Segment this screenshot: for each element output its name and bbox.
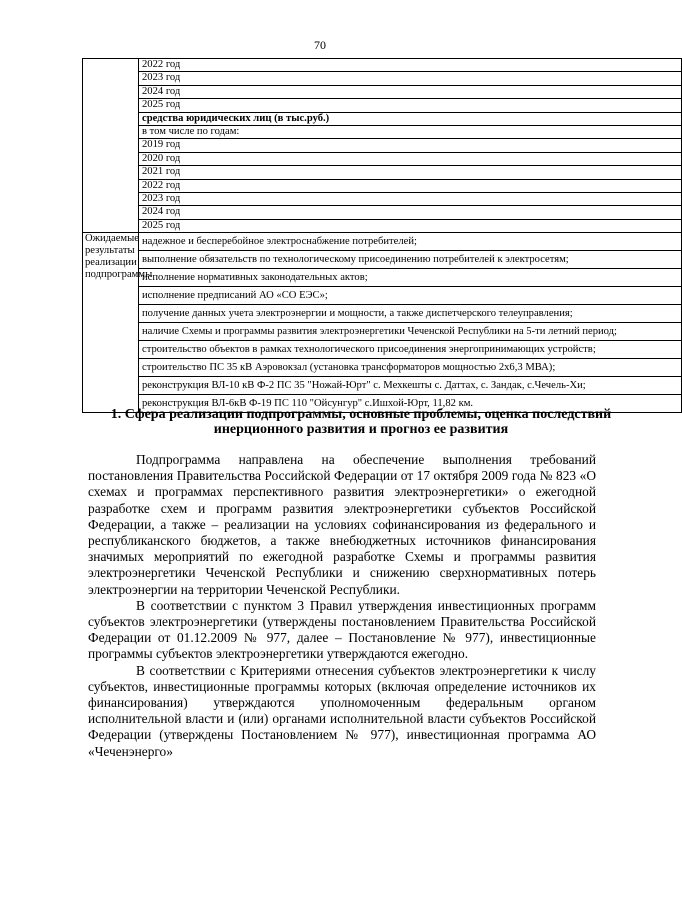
expected-result-item: надежное и бесперебойное электроснабжение потребителей; xyxy=(139,233,682,251)
expected-result-item: реконструкция ВЛ-6кВ Ф-19 ПС 110 "Ойсунгур" с.Ишхой-Юрт, 11,82 км. xyxy=(139,395,682,413)
expected-result-item: реконструкция ВЛ-10 кВ Ф-2 ПС 35 "Ножай-Юрт" с. Мехкешты с. Даттах, с. Зандак, с.Чечель-Хи; xyxy=(139,377,682,395)
table-left-cell-empty xyxy=(83,59,139,233)
year-cell: 2024 год xyxy=(139,206,682,219)
paragraph: В соответствии с пунктом 3 Правил утверждения инвестиционных программ субъектов электроэнергетики (утверждены постановлением Правительства Российской Федерации от 01.12.2009 № 977, далее – Постановление № 977), инвестиционные программы субъектов электроэнергетики утверждаются ежегодно. xyxy=(88,597,596,662)
section-title: 1. Сфера реализации подпрограммы, основные проблемы, оценка последствий инерционного развития и прогноз ее развития xyxy=(110,407,612,437)
year-cell: 2023 год xyxy=(139,72,682,85)
body-text xyxy=(88,452,596,760)
year-cell: 2025 год xyxy=(139,219,682,232)
expected-result-item: исполнение нормативных законодательных актов; xyxy=(139,269,682,287)
year-cell: 2020 год xyxy=(139,152,682,165)
year-cell: 2022 год xyxy=(139,179,682,192)
expected-result-item: строительство объектов в рамках технологического присоединения энергопринимающих устройств; xyxy=(139,341,682,359)
year-cell: 2024 год xyxy=(139,85,682,98)
year-cell: 2019 год xyxy=(139,139,682,152)
paragraph: В соответствии с Критериями отнесения субъектов электроэнергетики к числу субъектов, инвестиционные программы которых (включая определение источников их финансирования) утверждаются уполномоченным федеральным органом исполнительной власти и (или) органами исполнительной власти субъектов Российской Федерации (утверждены Постановлением № 977), инвестиционная программа АО «Чеченэнерго» xyxy=(88,662,596,759)
expected-result-item: выполнение обязательств по технологическому присоединению потребителей к электросетям; xyxy=(139,251,682,269)
year-cell: 2023 год xyxy=(139,193,682,206)
legal-funds-label: средства юридических лиц (в тыс.руб.) xyxy=(139,112,682,125)
program-table xyxy=(82,58,640,410)
year-cell: 2021 год xyxy=(139,166,682,179)
paragraph: Подпрограмма направлена на обеспечение выполнения требований постановления Правительства Российской Федерации от 17 октября 2009 года № 823 «О схемах и программах перспективного развития электроэнергетики» о ежегодной разработке схем и программ развития электроэнергетики субъектов Российской Федерации, а также – реализации на условиях софинансирования из федерального и республиканского бюджетов, а также внебюджетных источников финансирования значимых мероприятий по ежегодной разработке Схемы и программы развития электроэнергетики Чеченской Республики и снижению сверхнормативных потерь электроэнергии на территории Чеченской Республики. xyxy=(88,452,596,597)
expected-result-item: исполнение предписаний АО «СО ЕЭС»; xyxy=(139,287,682,305)
page-number: 70 xyxy=(314,38,326,52)
year-cell: 2025 год xyxy=(139,99,682,112)
expected-result-item: получение данных учета электроэнергии и мощности, а также диспетчерского телеуправления; xyxy=(139,305,682,323)
expected-result-item: наличие Схемы и программы развития электроэнергетики Чеченской Республики на 5-ти летний период; xyxy=(139,323,682,341)
expected-results-label: Ожидаемые результаты реализации подпрограммы xyxy=(83,233,139,413)
year-cell: 2022 год xyxy=(139,59,682,72)
by-years-label: в том числе по годам: xyxy=(139,126,682,139)
expected-result-item: строительство ПС 35 кВ Аэровокзал (установка трансформаторов мощностью 2х6,3 МВА); xyxy=(139,359,682,377)
